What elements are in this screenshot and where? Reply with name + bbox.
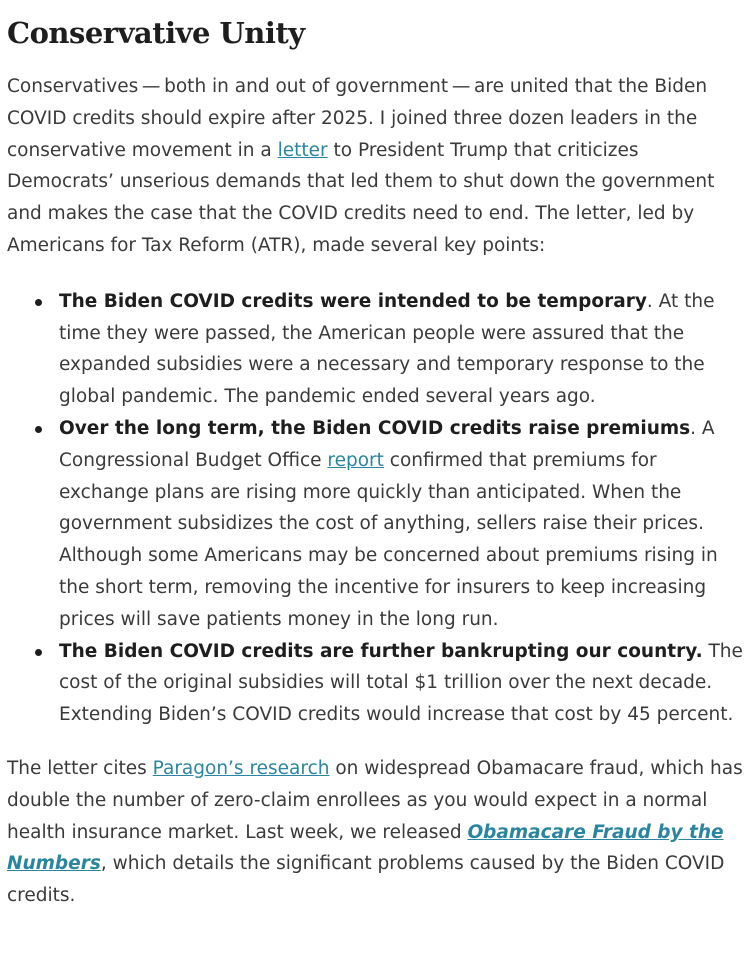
point-text: The cost of the original subsidies will total $1 trillion over the next decade. Extending Biden’s COVID credits would increase that cost by 45 percent. [59, 640, 743, 726]
section-title: Conservative Unity [7, 16, 305, 50]
letter-link[interactable]: letter [277, 139, 328, 161]
intro-paragraph [7, 71, 750, 262]
point-heading: The Biden COVID credits are further bankrupting our country. [59, 640, 703, 662]
intro-text-start: Conservatives — both in and out of government — are united that the Biden COVID credits should expire after 2025. I joined three dozen leaders in the conservative movement in a [7, 76, 708, 161]
point-text-start: . A Congressional Budget Office [59, 417, 715, 471]
closing-text-start: The letter cites [7, 757, 153, 779]
bullet-icon [35, 649, 42, 656]
obamacare-fraud-report-link[interactable]: Obamacare Fraud by the Numbers [7, 821, 724, 875]
bullet-icon [35, 299, 42, 306]
list-item [59, 286, 750, 413]
intro-text-end: to President Trump that criticizes Democrats’ unserious demands that led them to shut down the government and makes the case that the COVID credits need to end. The letter, led by Americans for Tax Reform (ATR), made several key points: [7, 139, 715, 256]
paragon-research-link[interactable]: Paragon’s research [152, 757, 330, 779]
list-item [59, 636, 750, 731]
article-section [7, 0, 750, 912]
key-points-list [7, 286, 750, 731]
point-text: . At the time they were passed, the American people were assured that the expanded subsidies were a necessary and temporary response to the global pandemic. The pandemic ended several years ago. [59, 290, 715, 408]
closing-text-middle: on widespread Obamacare fraud, which has double the number of zero-claim enrollees as you would expect in a normal health insurance market. Last week, we released [7, 757, 743, 843]
point-text-end: confirmed that premiums for exchange plans are rising more quickly than anticipated. When the government subsidizes the cost of anything, sellers raise their prices. Although some Americans may be concerned about premiums rising in the short term, removing the incentive for insurers to keep increasing prices will save patients money in the long run. [59, 449, 718, 630]
cbo-report-link[interactable]: report [327, 449, 384, 471]
list-item [59, 413, 750, 636]
point-heading: Over the long term, the Biden COVID credits raise premiums [59, 417, 691, 439]
closing-paragraph [7, 753, 750, 912]
point-heading: The Biden COVID credits were intended to be temporary [59, 290, 647, 312]
bullet-icon [35, 426, 42, 433]
closing-text-end: , which details the significant problems caused by the Biden COVID credits. [7, 853, 725, 907]
